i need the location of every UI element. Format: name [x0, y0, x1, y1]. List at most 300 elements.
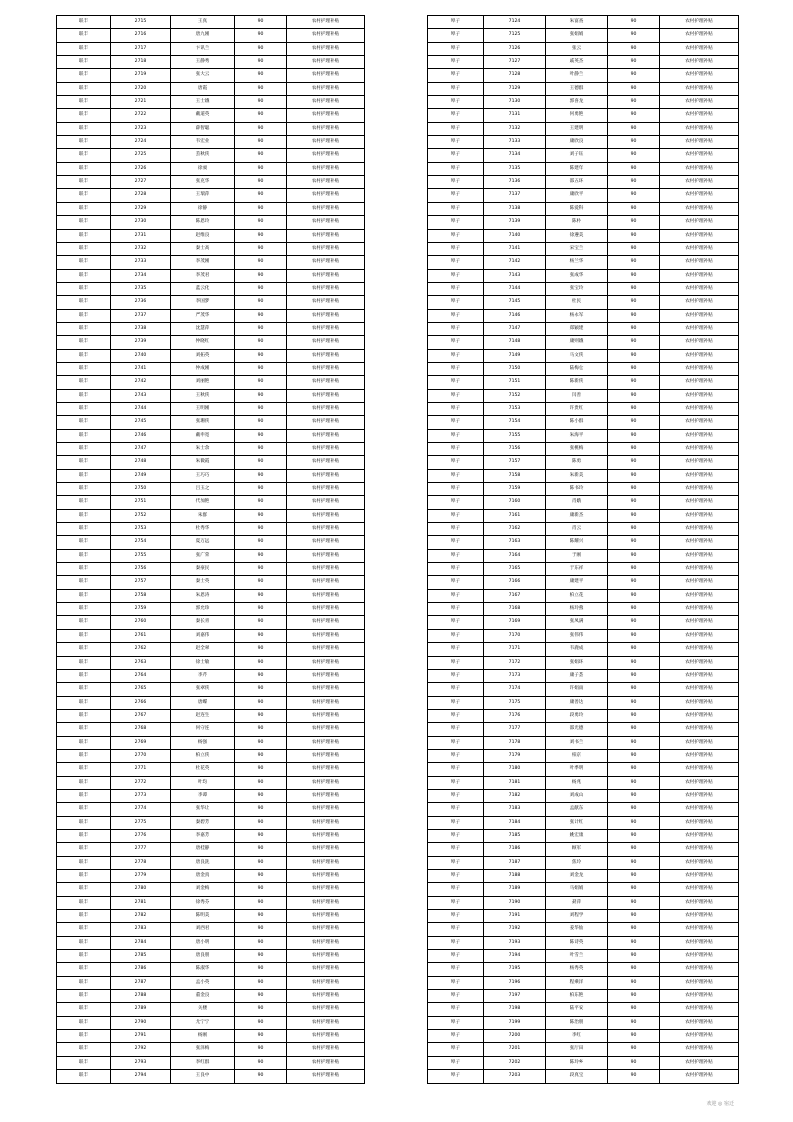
town-cell: 联丰 [57, 296, 111, 309]
amount-cell: 90 [608, 896, 660, 909]
number-cell: 2731 [111, 229, 171, 242]
name-cell: 孟小英 [171, 976, 235, 989]
table-row [428, 870, 739, 883]
number-cell: 7196 [484, 976, 546, 989]
name-cell: 张云 [546, 42, 608, 55]
table-row [57, 803, 365, 816]
name-cell: 唐蝶 [171, 696, 235, 709]
number-cell: 2741 [111, 362, 171, 375]
category-cell: 农村护理补贴 [287, 723, 365, 736]
amount-cell: 90 [235, 816, 287, 829]
number-cell: 7131 [484, 109, 546, 122]
amount-cell: 90 [608, 336, 660, 349]
category-cell: 农村护理补贴 [660, 1030, 739, 1043]
amount-cell: 90 [235, 509, 287, 522]
number-cell: 2720 [111, 82, 171, 95]
amount-cell: 90 [608, 763, 660, 776]
number-cell: 7191 [484, 910, 546, 923]
table-row [57, 576, 365, 589]
number-cell: 7158 [484, 469, 546, 482]
number-cell: 2724 [111, 136, 171, 149]
name-cell: 张克华 [171, 176, 235, 189]
table-row [57, 509, 365, 522]
town-cell: 联丰 [57, 443, 111, 456]
number-cell: 7192 [484, 923, 546, 936]
table-row [57, 29, 365, 42]
name-cell: 秦士高 [171, 242, 235, 255]
table-row [428, 256, 739, 269]
table-row [428, 536, 739, 549]
category-cell: 农村护理补贴 [660, 229, 739, 242]
category-cell: 农村护理补贴 [660, 563, 739, 576]
category-cell: 农村护理补贴 [660, 683, 739, 696]
name-cell: 邵光德 [546, 723, 608, 736]
category-cell: 农村护理补贴 [287, 963, 365, 976]
town-cell: 埠子 [428, 56, 484, 69]
amount-cell: 90 [608, 69, 660, 82]
name-cell: 朱群 [171, 509, 235, 522]
category-cell: 农村护理补贴 [660, 443, 739, 456]
name-cell: 张广荣 [171, 549, 235, 562]
town-cell: 联丰 [57, 643, 111, 656]
name-cell: 王真 [171, 16, 235, 29]
number-cell: 7147 [484, 322, 546, 335]
category-cell: 农村护理补贴 [287, 402, 365, 415]
town-cell: 埠子 [428, 309, 484, 322]
name-cell: 姚宏康 [546, 829, 608, 842]
table-row [57, 456, 365, 469]
name-cell: 柏京 [546, 749, 608, 762]
category-cell: 农村护理补贴 [660, 349, 739, 362]
number-cell: 2775 [111, 816, 171, 829]
category-cell: 农村护理补贴 [287, 162, 365, 175]
number-cell: 2777 [111, 843, 171, 856]
town-cell: 埠子 [428, 616, 484, 629]
category-cell: 农村护理补贴 [287, 149, 365, 162]
town-cell: 联丰 [57, 229, 111, 242]
number-cell: 2788 [111, 990, 171, 1003]
table-row [428, 82, 739, 95]
name-cell: 陈诗英 [546, 936, 608, 949]
amount-cell: 90 [608, 936, 660, 949]
table-row [57, 349, 365, 362]
town-cell: 联丰 [57, 829, 111, 842]
town-cell: 埠子 [428, 683, 484, 696]
town-cell: 埠子 [428, 1056, 484, 1069]
town-cell: 联丰 [57, 256, 111, 269]
town-cell: 联丰 [57, 69, 111, 82]
category-cell: 农村护理补贴 [660, 736, 739, 749]
name-cell: 叶季明 [546, 763, 608, 776]
category-cell: 农村护理补贴 [287, 990, 365, 1003]
category-cell: 农村护理补贴 [660, 16, 739, 29]
number-cell: 2746 [111, 429, 171, 442]
table-row [428, 709, 739, 722]
amount-cell: 90 [608, 563, 660, 576]
number-cell: 2753 [111, 523, 171, 536]
name-cell: 许贵红 [546, 402, 608, 415]
number-cell: 7176 [484, 709, 546, 722]
table-row [57, 963, 365, 976]
category-cell: 农村护理补贴 [287, 803, 365, 816]
table-row [428, 1070, 739, 1083]
name-cell: 焦玲 [546, 856, 608, 869]
amount-cell: 90 [235, 990, 287, 1003]
town-cell: 联丰 [57, 496, 111, 509]
category-cell: 农村护理补贴 [287, 29, 365, 42]
town-cell: 联丰 [57, 29, 111, 42]
name-cell: 赵连生 [171, 709, 235, 722]
name-cell: 徐静 [171, 202, 235, 215]
town-cell: 联丰 [57, 870, 111, 883]
table-row [57, 16, 365, 29]
name-cell: 张厅田 [546, 1043, 608, 1056]
town-cell: 埠子 [428, 976, 484, 989]
number-cell: 2760 [111, 616, 171, 629]
number-cell: 2729 [111, 202, 171, 215]
category-cell: 农村护理补贴 [660, 963, 739, 976]
table-row [428, 1003, 739, 1016]
category-cell: 农村护理补贴 [660, 789, 739, 802]
table-row [428, 122, 739, 135]
number-cell: 2748 [111, 456, 171, 469]
name-cell: 杨玲燕 [546, 603, 608, 616]
table-row [428, 509, 739, 522]
amount-cell: 90 [608, 189, 660, 202]
table-row [57, 269, 365, 282]
name-cell: 郭喜龙 [546, 96, 608, 109]
name-cell: 庸欣平 [546, 189, 608, 202]
name-cell: 刘嘉伟 [171, 629, 235, 642]
name-cell: 陈爱科 [546, 202, 608, 215]
category-cell: 农村护理补贴 [660, 362, 739, 375]
amount-cell: 90 [235, 322, 287, 335]
table-row [428, 803, 739, 816]
table-row [57, 723, 365, 736]
amount-cell: 90 [608, 176, 660, 189]
category-cell: 农村护理补贴 [660, 282, 739, 295]
number-cell: 7165 [484, 563, 546, 576]
table-row [57, 189, 365, 202]
number-cell: 7132 [484, 122, 546, 135]
number-cell: 2776 [111, 829, 171, 842]
table-row [428, 950, 739, 963]
amount-cell: 90 [608, 709, 660, 722]
number-cell: 2792 [111, 1043, 171, 1056]
table-row [57, 563, 365, 576]
table-row [57, 549, 365, 562]
table-row [428, 269, 739, 282]
name-cell: 于刚 [546, 549, 608, 562]
number-cell: 7185 [484, 829, 546, 842]
number-cell: 2763 [111, 656, 171, 669]
category-cell: 农村护理补贴 [287, 1070, 365, 1083]
category-cell: 农村护理补贴 [287, 736, 365, 749]
table-row [57, 336, 365, 349]
category-cell: 农村护理补贴 [287, 643, 365, 656]
category-cell: 农村护理补贴 [287, 936, 365, 949]
amount-cell: 90 [608, 950, 660, 963]
town-cell: 埠子 [428, 336, 484, 349]
name-cell: 朱海平 [546, 429, 608, 442]
table-row [428, 362, 739, 375]
amount-cell: 90 [608, 469, 660, 482]
town-cell: 联丰 [57, 149, 111, 162]
amount-cell: 90 [608, 923, 660, 936]
town-cell: 埠子 [428, 69, 484, 82]
name-cell: 刘西君 [171, 923, 235, 936]
town-cell: 埠子 [428, 149, 484, 162]
town-cell: 联丰 [57, 536, 111, 549]
number-cell: 7174 [484, 683, 546, 696]
amount-cell: 90 [608, 269, 660, 282]
table-row [57, 416, 365, 429]
number-cell: 2744 [111, 402, 171, 415]
table-row [428, 723, 739, 736]
name-cell: 李芹 [171, 669, 235, 682]
table-row [428, 696, 739, 709]
category-cell: 农村护理补贴 [287, 1056, 365, 1069]
name-cell: 王士娥 [171, 96, 235, 109]
town-cell: 联丰 [57, 456, 111, 469]
number-cell: 7137 [484, 189, 546, 202]
table-row [57, 282, 365, 295]
category-cell: 农村护理补贴 [287, 109, 365, 122]
table-row [57, 1030, 365, 1043]
table-row [428, 56, 739, 69]
name-cell: 张桃梅 [546, 443, 608, 456]
table-row [57, 656, 365, 669]
table-row [57, 496, 365, 509]
town-cell: 埠子 [428, 749, 484, 762]
number-cell: 2778 [111, 856, 171, 869]
amount-cell: 90 [235, 282, 287, 295]
amount-cell: 90 [235, 176, 287, 189]
table-row [428, 589, 739, 602]
table-row [428, 96, 739, 109]
number-cell: 2755 [111, 549, 171, 562]
town-cell: 联丰 [57, 82, 111, 95]
town-cell: 埠子 [428, 776, 484, 789]
name-cell: 柏立侠 [171, 749, 235, 762]
number-cell: 2759 [111, 603, 171, 616]
category-cell: 农村护理补贴 [660, 616, 739, 629]
name-cell: 刘书兰 [546, 736, 608, 749]
name-cell: 薛智聪 [171, 122, 235, 135]
amount-cell: 90 [608, 1030, 660, 1043]
number-cell: 2749 [111, 469, 171, 482]
table-row [428, 376, 739, 389]
number-cell: 2719 [111, 69, 171, 82]
town-cell: 埠子 [428, 910, 484, 923]
table-row [428, 282, 739, 295]
town-cell: 埠子 [428, 322, 484, 335]
table-row [57, 229, 365, 242]
name-cell: 陈朴 [546, 216, 608, 229]
table-row [57, 883, 365, 896]
amount-cell: 90 [235, 162, 287, 175]
category-cell: 农村护理补贴 [287, 189, 365, 202]
table-row [57, 856, 365, 869]
town-cell: 埠子 [428, 189, 484, 202]
town-cell: 联丰 [57, 910, 111, 923]
category-cell: 农村护理补贴 [287, 950, 365, 963]
town-cell: 埠子 [428, 656, 484, 669]
amount-cell: 90 [608, 16, 660, 29]
table-row [428, 69, 739, 82]
number-cell: 2793 [111, 1056, 171, 1069]
category-cell: 农村护理补贴 [660, 523, 739, 536]
number-cell: 2756 [111, 563, 171, 576]
town-cell: 联丰 [57, 749, 111, 762]
town-cell: 埠子 [428, 296, 484, 309]
table-row [57, 242, 365, 255]
name-cell: 戴申宽 [171, 429, 235, 442]
number-cell: 7149 [484, 349, 546, 362]
number-cell: 2732 [111, 242, 171, 255]
number-cell: 7127 [484, 56, 546, 69]
number-cell: 2716 [111, 29, 171, 42]
category-cell: 农村护理补贴 [287, 443, 365, 456]
town-cell: 埠子 [428, 763, 484, 776]
town-cell: 埠子 [428, 122, 484, 135]
table-row [57, 523, 365, 536]
number-cell: 7133 [484, 136, 546, 149]
amount-cell: 90 [235, 576, 287, 589]
town-cell: 埠子 [428, 42, 484, 55]
table-row [57, 643, 365, 656]
town-cell: 埠子 [428, 696, 484, 709]
number-cell: 7197 [484, 990, 546, 1003]
number-cell: 7143 [484, 269, 546, 282]
name-cell: 柏立花 [546, 589, 608, 602]
number-cell: 2739 [111, 336, 171, 349]
name-cell: 李国梦 [171, 296, 235, 309]
number-cell: 7156 [484, 443, 546, 456]
table-row [428, 242, 739, 255]
town-cell: 埠子 [428, 216, 484, 229]
amount-cell: 90 [608, 149, 660, 162]
amount-cell: 90 [235, 910, 287, 923]
number-cell: 7129 [484, 82, 546, 95]
amount-cell: 90 [608, 216, 660, 229]
table-row [57, 603, 365, 616]
category-cell: 农村护理补贴 [660, 202, 739, 215]
name-cell: 张娟环 [546, 656, 608, 669]
table-row [428, 42, 739, 55]
name-cell: 陆梅仓 [546, 362, 608, 375]
town-cell: 联丰 [57, 776, 111, 789]
name-cell: 李红 [546, 1030, 608, 1043]
town-cell: 联丰 [57, 322, 111, 335]
town-cell: 埠子 [428, 389, 484, 402]
town-cell: 埠子 [428, 96, 484, 109]
category-cell: 农村护理补贴 [287, 843, 365, 856]
name-cell: 赵维良 [171, 229, 235, 242]
amount-cell: 90 [608, 122, 660, 135]
town-cell: 联丰 [57, 336, 111, 349]
name-cell: 张宝玲 [546, 282, 608, 295]
name-cell: 邵五环 [546, 176, 608, 189]
town-cell: 联丰 [57, 136, 111, 149]
town-cell: 埠子 [428, 963, 484, 976]
name-cell: 马文侠 [546, 349, 608, 362]
town-cell: 联丰 [57, 616, 111, 629]
town-cell: 联丰 [57, 709, 111, 722]
number-cell: 7153 [484, 402, 546, 415]
category-cell: 农村护理补贴 [660, 883, 739, 896]
category-cell: 农村护理补贴 [660, 870, 739, 883]
name-cell: 李嘉芳 [171, 829, 235, 842]
name-cell: 叶静兰 [546, 69, 608, 82]
category-cell: 农村护理补贴 [660, 829, 739, 842]
table-row [428, 416, 739, 429]
number-cell: 2767 [111, 709, 171, 722]
name-cell: 唐良洗 [171, 856, 235, 869]
table-row [57, 202, 365, 215]
amount-cell: 90 [608, 616, 660, 629]
name-cell: 郭允珍 [171, 603, 235, 616]
town-cell: 埠子 [428, 483, 484, 496]
category-cell: 农村护理补贴 [660, 256, 739, 269]
table-row [57, 1070, 365, 1083]
number-cell: 7172 [484, 656, 546, 669]
amount-cell: 90 [235, 749, 287, 762]
name-cell: 刘程学 [546, 910, 608, 923]
town-cell: 埠子 [428, 162, 484, 175]
town-cell: 联丰 [57, 936, 111, 949]
amount-cell: 90 [608, 963, 660, 976]
category-cell: 农村护理补贴 [660, 803, 739, 816]
town-cell: 埠子 [428, 563, 484, 576]
category-cell: 农村护理补贴 [660, 336, 739, 349]
table-row [57, 910, 365, 923]
amount-cell: 90 [608, 536, 660, 549]
name-cell: 陈书玲 [546, 483, 608, 496]
name-cell: 徐遵美 [546, 229, 608, 242]
number-cell: 7136 [484, 176, 546, 189]
category-cell: 农村护理补贴 [287, 709, 365, 722]
number-cell: 2718 [111, 56, 171, 69]
category-cell: 农村护理补贴 [660, 1070, 739, 1083]
amount-cell: 90 [235, 523, 287, 536]
category-cell: 农村护理补贴 [287, 576, 365, 589]
town-cell: 联丰 [57, 629, 111, 642]
name-cell: 刘成山 [546, 789, 608, 802]
amount-cell: 90 [608, 282, 660, 295]
category-cell: 农村护理补贴 [660, 96, 739, 109]
amount-cell: 90 [608, 42, 660, 55]
name-cell: 唐霞 [171, 82, 235, 95]
number-cell: 7138 [484, 202, 546, 215]
amount-cell: 90 [235, 629, 287, 642]
name-cell: 夏万远 [171, 536, 235, 549]
category-cell: 农村护理补贴 [660, 309, 739, 322]
number-cell: 2794 [111, 1070, 171, 1083]
number-cell: 2774 [111, 803, 171, 816]
table-row [57, 296, 365, 309]
name-cell: 张凤满 [546, 616, 608, 629]
category-cell: 农村护理补贴 [287, 242, 365, 255]
town-cell: 埠子 [428, 549, 484, 562]
amount-cell: 90 [235, 256, 287, 269]
name-cell: 王瑞萍 [171, 189, 235, 202]
category-cell: 农村护理补贴 [287, 336, 365, 349]
amount-cell: 90 [608, 1003, 660, 1016]
town-cell: 埠子 [428, 629, 484, 642]
amount-cell: 90 [608, 229, 660, 242]
number-cell: 7125 [484, 29, 546, 42]
